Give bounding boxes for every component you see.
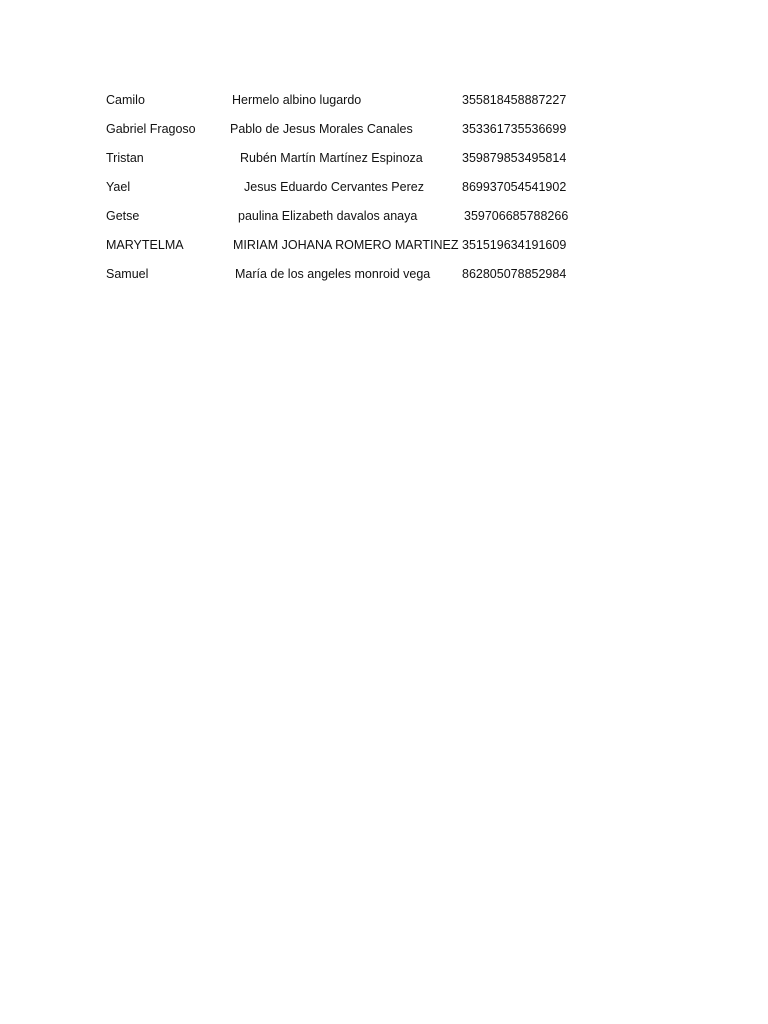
entry-number: 862805078852984 (462, 267, 567, 281)
entry-name: Tristan (106, 151, 144, 165)
entry-full-name: Pablo de Jesus Morales Canales (230, 122, 413, 136)
list-item (106, 149, 586, 178)
list-item (106, 91, 586, 120)
entry-number: 353361735536699 (462, 122, 567, 136)
entry-number: 869937054541902 (462, 180, 567, 194)
entry-number: 359879853495814 (462, 151, 567, 165)
entry-full-name: Rubén Martín Martínez Espinoza (240, 151, 423, 165)
list-item (106, 120, 586, 149)
entry-name: Camilo (106, 93, 145, 107)
entry-full-name: María de los angeles monroid vega (235, 267, 431, 281)
list-item (106, 207, 586, 236)
entry-name: Yael (106, 180, 131, 194)
entry-name: Samuel (106, 267, 149, 281)
list-item (106, 265, 586, 294)
entry-full-name: Jesus Eduardo Cervantes Perez (244, 180, 424, 194)
entry-number: 351519634191609 (462, 238, 567, 252)
entry-name: MARYTELMA (106, 238, 184, 252)
entry-number: 359706685788266 (464, 209, 569, 223)
list-item (106, 178, 586, 207)
entry-full-name: Hermelo albino lugardo (232, 93, 362, 107)
entry-full-name: paulina Elizabeth davalos anaya (238, 209, 418, 223)
entry-full-name: MIRIAM JOHANA ROMERO MARTINEZ (233, 238, 459, 252)
entry-number: 355818458887227 (462, 93, 567, 107)
list-item (106, 236, 586, 265)
entries-list (106, 91, 586, 294)
entry-name: Getse (106, 209, 140, 223)
entry-name: Gabriel Fragoso (106, 122, 196, 136)
